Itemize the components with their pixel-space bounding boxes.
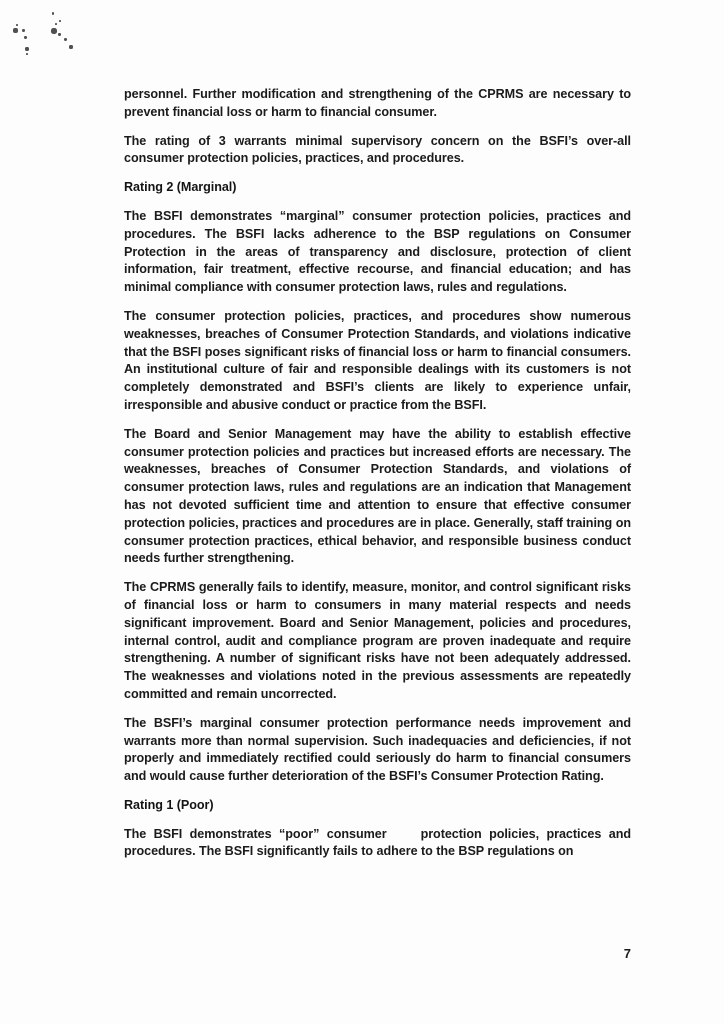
emphasis-term: “marginal” (279, 208, 345, 223)
text-run: The BSFI demonstrates (124, 826, 280, 841)
paragraph-rating-3-summary: The rating of 3 warrants minimal supervisory concern on the BSFI’s over-all consumer protection policies, practices, and procedures. (124, 133, 631, 166)
dust-speck (26, 53, 28, 55)
text-run: protection policies, practices and procedures. The BSFI significantly fails to adhere to the BSP regulations on (124, 826, 631, 859)
paragraph-numerous-weaknesses: The consumer protection policies, practices, and procedures show numerous weaknesses, breaches of Consumer Protection Standards, and violations indicative that the BSFI poses significant risks of financial loss or harm to financial consumers. An institutional culture of fair and responsible dealings with its customers is not completely demonstrated and BSFI’s clients are likely to experience unfair, irresponsible and abusive conduct or practice from the BSFI. (124, 308, 631, 412)
paragraph-bsfi-demonstrates-marginal (124, 208, 631, 297)
paragraph-cprms-generally-fails: The CPRMS generally fails to identify, measure, monitor, and control significant risks of financial loss or harm to consumers in many material respects and needs significant improvement. Board and Senior Management, policies and procedures, internal control, audit and compliance program are proven inadequate and require strengthening. A number of significant risks have not been adequately addressed. The weaknesses and violations noted in the previous assessments are repeatedly committed and remain uncorrected. (124, 580, 631, 701)
heading-rating-1-poor: Rating 1 (Poor) (124, 797, 214, 812)
text-run: consumer (319, 826, 387, 841)
dust-speck (24, 36, 27, 39)
dust-speck (51, 28, 57, 34)
dust-speck (64, 38, 67, 41)
dust-speck (16, 24, 18, 26)
dust-speck (22, 29, 25, 32)
emphasis-term: “poor” (279, 826, 320, 841)
paragraph-personnel-cprms: personnel. Further modification and strengthening of the CPRMS are necessary to prevent financial loss or harm to financial consumer. (124, 87, 631, 119)
dust-speck (55, 23, 57, 25)
text-run: consumer protection policies, practices and procedures. The BSFI lacks adherence to the BSP regulations on Consumer Protection in the areas of transparency and disclosure, protection of client information, fair treatment, effective recourse, and financial education; and has minimal compliance with consumer protection laws, rules and regulations. (124, 208, 631, 295)
dust-speck (69, 45, 73, 49)
dust-speck (58, 33, 61, 36)
dust-speck (52, 12, 54, 15)
dust-speck (25, 47, 29, 51)
document-text-body (124, 86, 631, 861)
heading-rating-2-marginal: Rating 2 (Marginal) (124, 180, 237, 195)
text-run: The BSFI demonstrates (124, 208, 280, 223)
dust-speck (59, 20, 61, 22)
page-number: 7 (623, 946, 631, 961)
dust-speck (13, 28, 18, 33)
paragraph-marginal-performance-supervision: The BSFI’s marginal consumer protection performance needs improvement and warrants more than normal supervision. Such inadequacies and deficiencies, if not properly and immediately rectified could seriously do harm to financial consumers and would cause further deterioration of the BSFI’s Consumer Protection Rating. (124, 715, 631, 784)
paragraph-board-senior-management: The Board and Senior Management may have the ability to establish effective consumer protection policies and practices but increased efforts are necessary. The weaknesses, breaches of Consumer Protection Standards, and violations of consumer protection laws, rules and regulations are an indication that Management has not devoted sufficient time and attention to ensure that effective consumer protection policies, practices and procedures are in place. Generally, staff training on consumer protection practices, ethical behavior, and responsible business conduct needs further strengthening. (124, 426, 631, 566)
paragraph-bsfi-demonstrates-poor (124, 826, 631, 862)
